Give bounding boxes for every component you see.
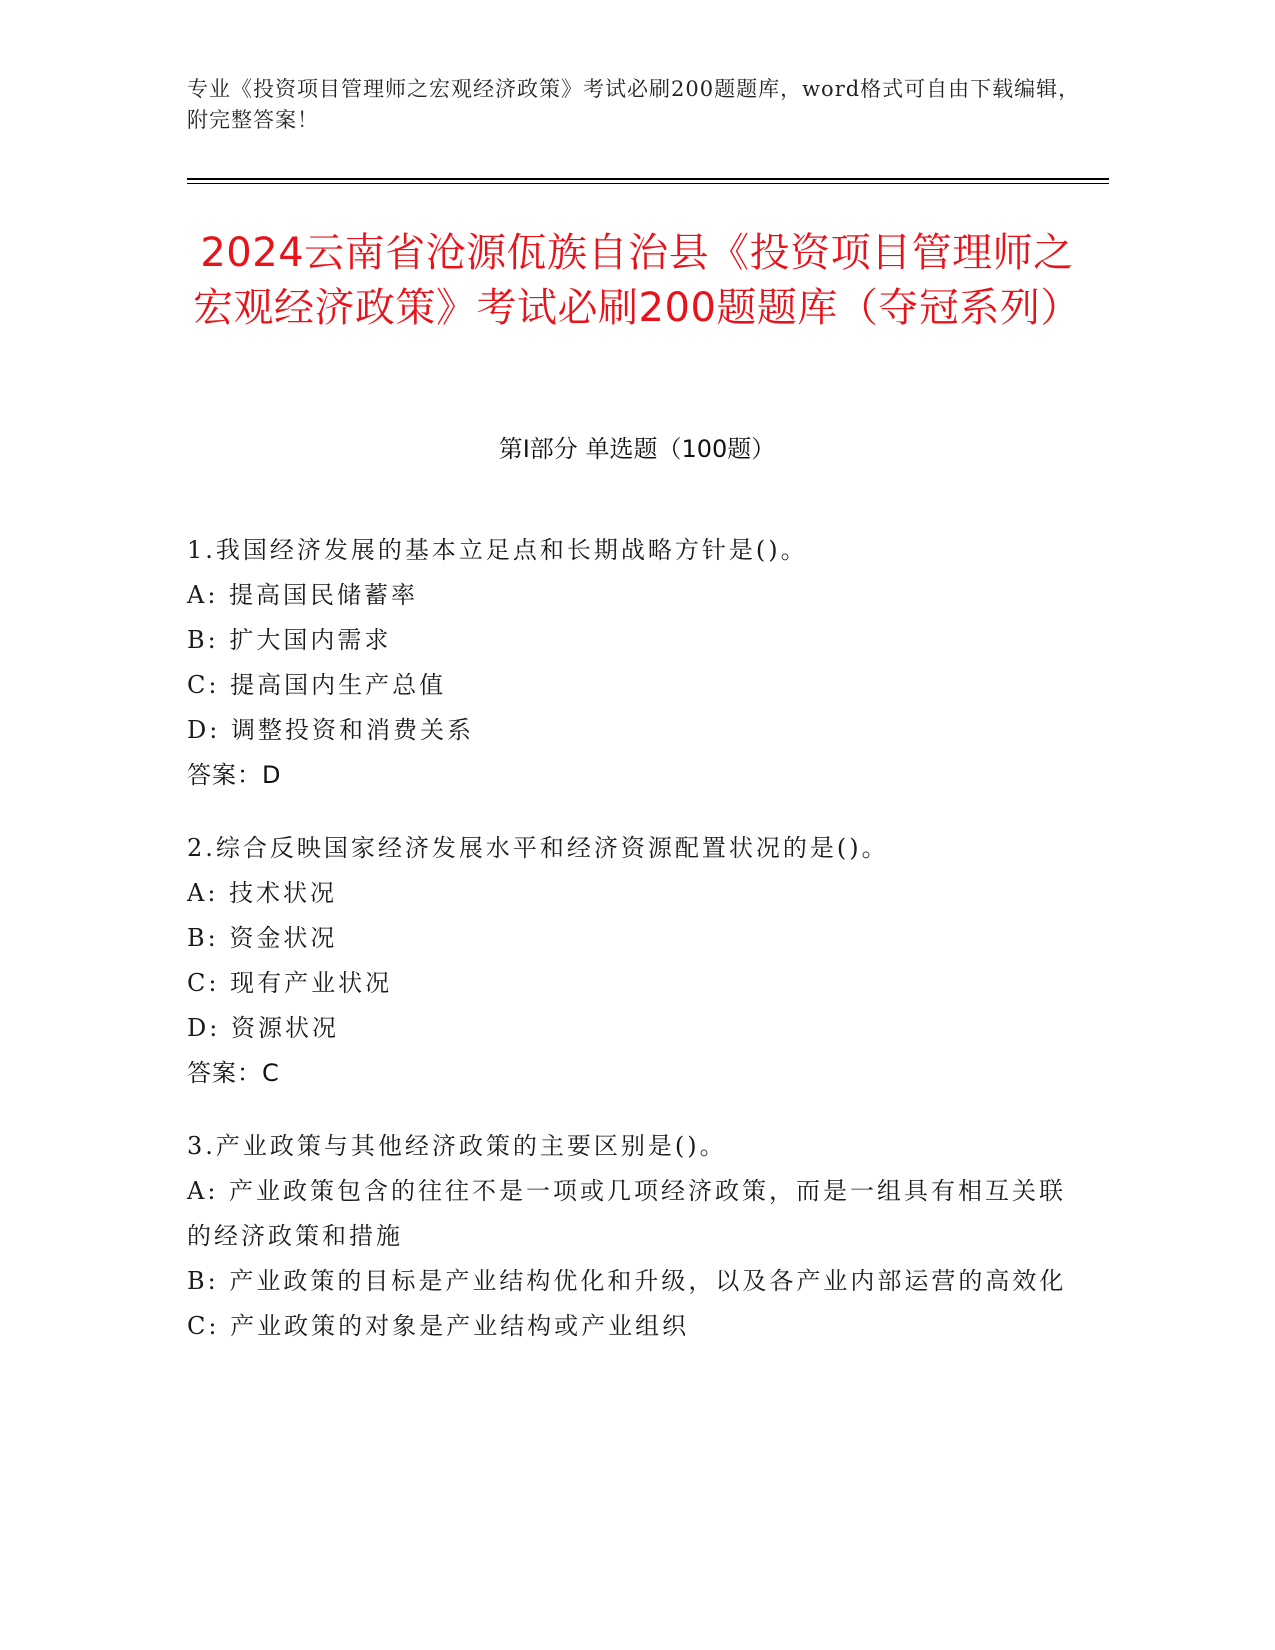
option-a: A: 提高国民储蓄率 xyxy=(187,581,419,609)
question-1 xyxy=(187,528,1077,798)
option-c: C: 提高国内生产总值 xyxy=(187,671,447,699)
option-b: B: 扩大国内需求 xyxy=(187,626,392,654)
document-title: 2024云南省沧源佤族自治县《投资项目管理师之宏观经济政策》考试必刷200题题库（夺冠系列） xyxy=(193,230,1081,331)
header-divider-thick xyxy=(187,178,1109,180)
section-heading: 第I部分 单选题（100题） xyxy=(498,435,776,463)
question-stem: 3.产业政策与其他经济政策的主要区别是()。 xyxy=(187,1132,727,1160)
question-stem: 2.综合反映国家经济发展水平和经济资源配置状况的是()。 xyxy=(187,834,889,862)
option-d: D: 资源状况 xyxy=(187,1014,339,1042)
option-c: C: 现有产业状况 xyxy=(187,969,393,997)
question-list xyxy=(187,528,1077,1377)
answer: 答案：C xyxy=(187,1059,280,1087)
option-a: A: 产业政策包含的往往不是一项或几项经济政策，而是一组具有相互关联的经济政策和措施 xyxy=(187,1177,1067,1250)
header-note: 专业《投资项目管理师之宏观经济政策》考试必刷200题题库，word格式可自由下载编辑，附完整答案！ xyxy=(187,77,1081,132)
header-divider-thin xyxy=(187,183,1109,184)
option-b: B: 资金状况 xyxy=(187,924,338,952)
question-stem: 1.我国经济发展的基本立足点和长期战略方针是()。 xyxy=(187,536,808,564)
option-c: C: 产业政策的对象是产业结构或产业组织 xyxy=(187,1312,690,1340)
option-d: D: 调整投资和消费关系 xyxy=(187,716,474,744)
option-a: A: 技术状况 xyxy=(187,879,338,907)
option-b: B: 产业政策的目标是产业结构优化和升级，以及各产业内部运营的高效化 xyxy=(187,1267,1067,1295)
answer: 答案：D xyxy=(187,761,282,789)
question-2 xyxy=(187,826,1077,1096)
question-3 xyxy=(187,1124,1077,1349)
